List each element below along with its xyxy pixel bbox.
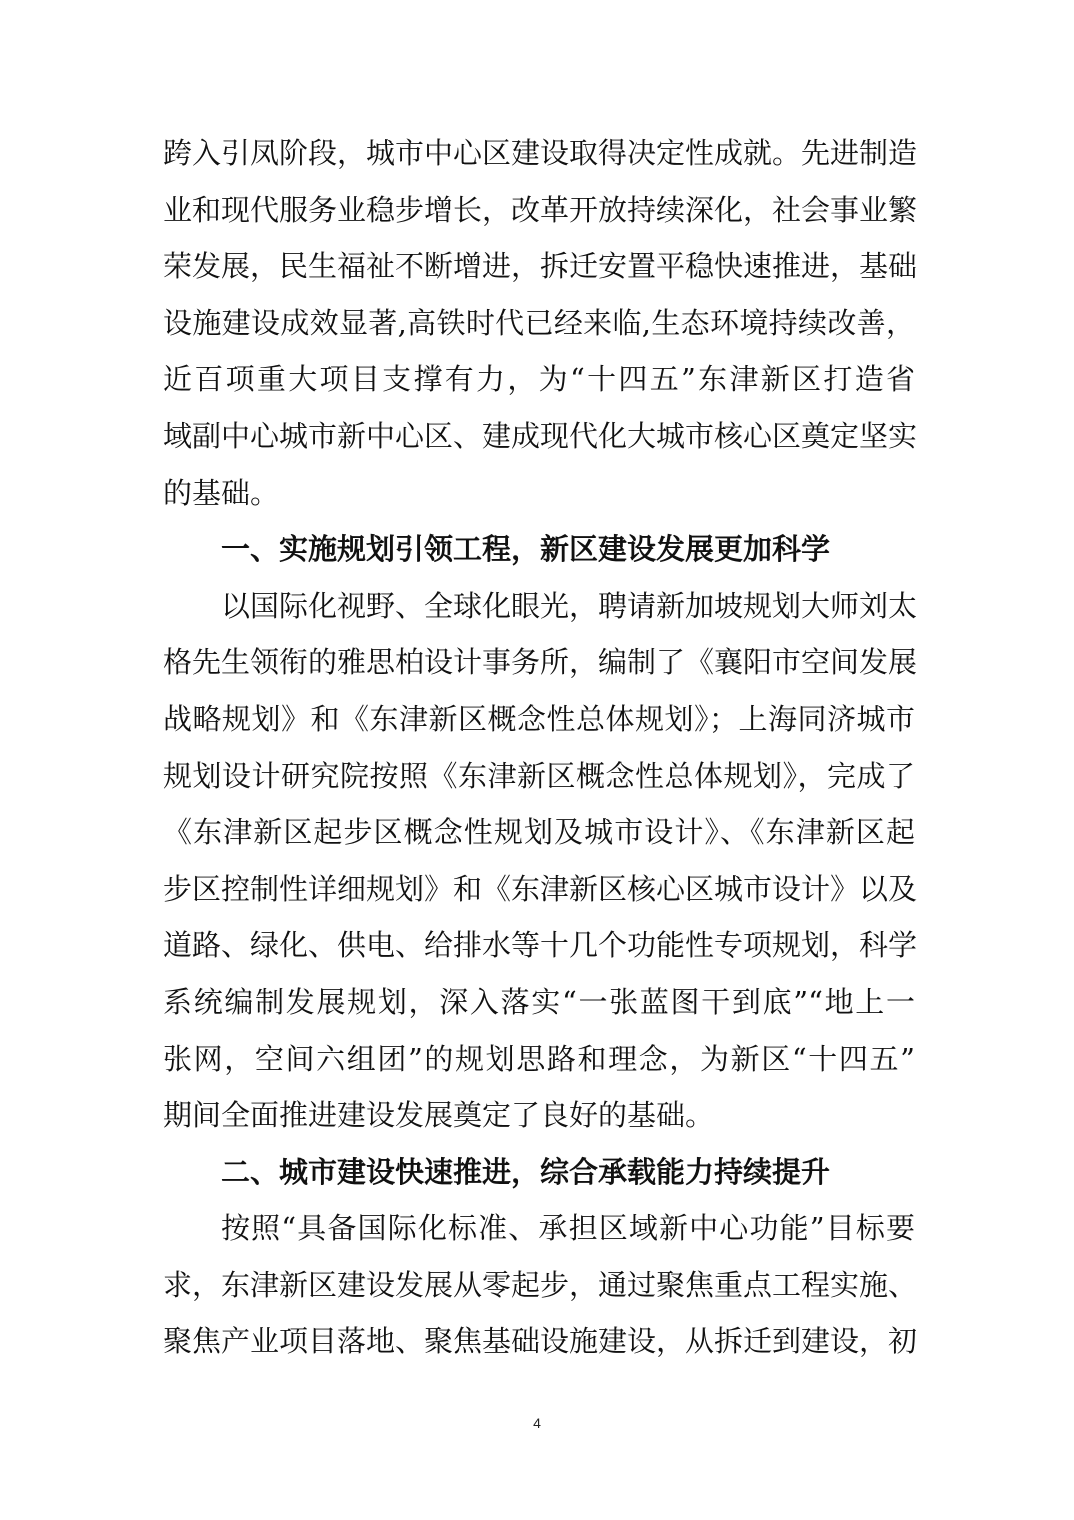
paragraph-line: 设施建设成效显著,高铁时代已经来临,生态环境持续改善， — [163, 305, 915, 340]
paragraph-line: 以国际化视野、全球化眼光，聘请新加坡规划大师刘太 — [221, 588, 918, 623]
paragraph-line: 步区控制性详细规划》和《东津新区核心区城市设计》以及 — [163, 871, 918, 906]
paragraph-line: 近百项重大项目支撑有力，为“十四五”东津新区打造省 — [163, 362, 915, 397]
paragraph-line: 《东津新区起步区概念性规划及城市设计》、《东津新区起 — [163, 815, 915, 850]
paragraph-line: 域副中心城市新中心区、建成现代化大城市核心区奠定坚实 — [163, 418, 918, 453]
paragraph-line: 战略规划》和《东津新区概念性总体规划》；上海同济城市 — [163, 701, 915, 736]
paragraph-line: 跨入引凤阶段，城市中心区建设取得决定性成就。先进制造 — [163, 136, 918, 170]
paragraph-line: 按照“具备国际化标准、承担区域新中心功能”目标要 — [221, 1211, 915, 1246]
section-heading-2: 二、城市建设快速推进，综合承载能力持续提升 — [221, 1154, 831, 1189]
paragraph-line: 业和现代服务业稳步增长，改革开放持续深化，社会事业繁 — [163, 192, 918, 227]
page-number: 4 — [533, 1415, 541, 1431]
paragraph-line: 期间全面推进建设发展奠定了良好的基础。 — [163, 1098, 715, 1133]
paragraph-line: 规划设计研究院按照《东津新区概念性总体规划》，完成了 — [163, 758, 915, 793]
section-heading-1: 一、实施规划引领工程，新区建设发展更加科学 — [221, 532, 831, 567]
paragraph-line: 的基础。 — [163, 475, 280, 510]
document-body — [163, 125, 918, 1370]
paragraph-line: 格先生领衔的雅思柏设计事务所，编制了《襄阳市空间发展 — [163, 645, 918, 680]
paragraph-line: 荣发展，民生福祉不断增进，拆迁安置平稳快速推进，基础 — [163, 249, 918, 284]
paragraph-line: 系统编制发展规划，深入落实“一张蓝图干到底”“地上一 — [163, 984, 915, 1019]
paragraph-line: 求，东津新区建设发展从零起步，通过聚焦重点工程实施、 — [163, 1267, 918, 1302]
paragraph-line: 道路、绿化、供电、给排水等十几个功能性专项规划，科学 — [163, 928, 918, 963]
paragraph-line: 聚焦产业项目落地、聚焦基础设施建设，从拆迁到建设，初 — [163, 1324, 918, 1359]
paragraph-line: 张网，空间六组团”的规划思路和理念，为新区“十四五” — [163, 1041, 915, 1076]
